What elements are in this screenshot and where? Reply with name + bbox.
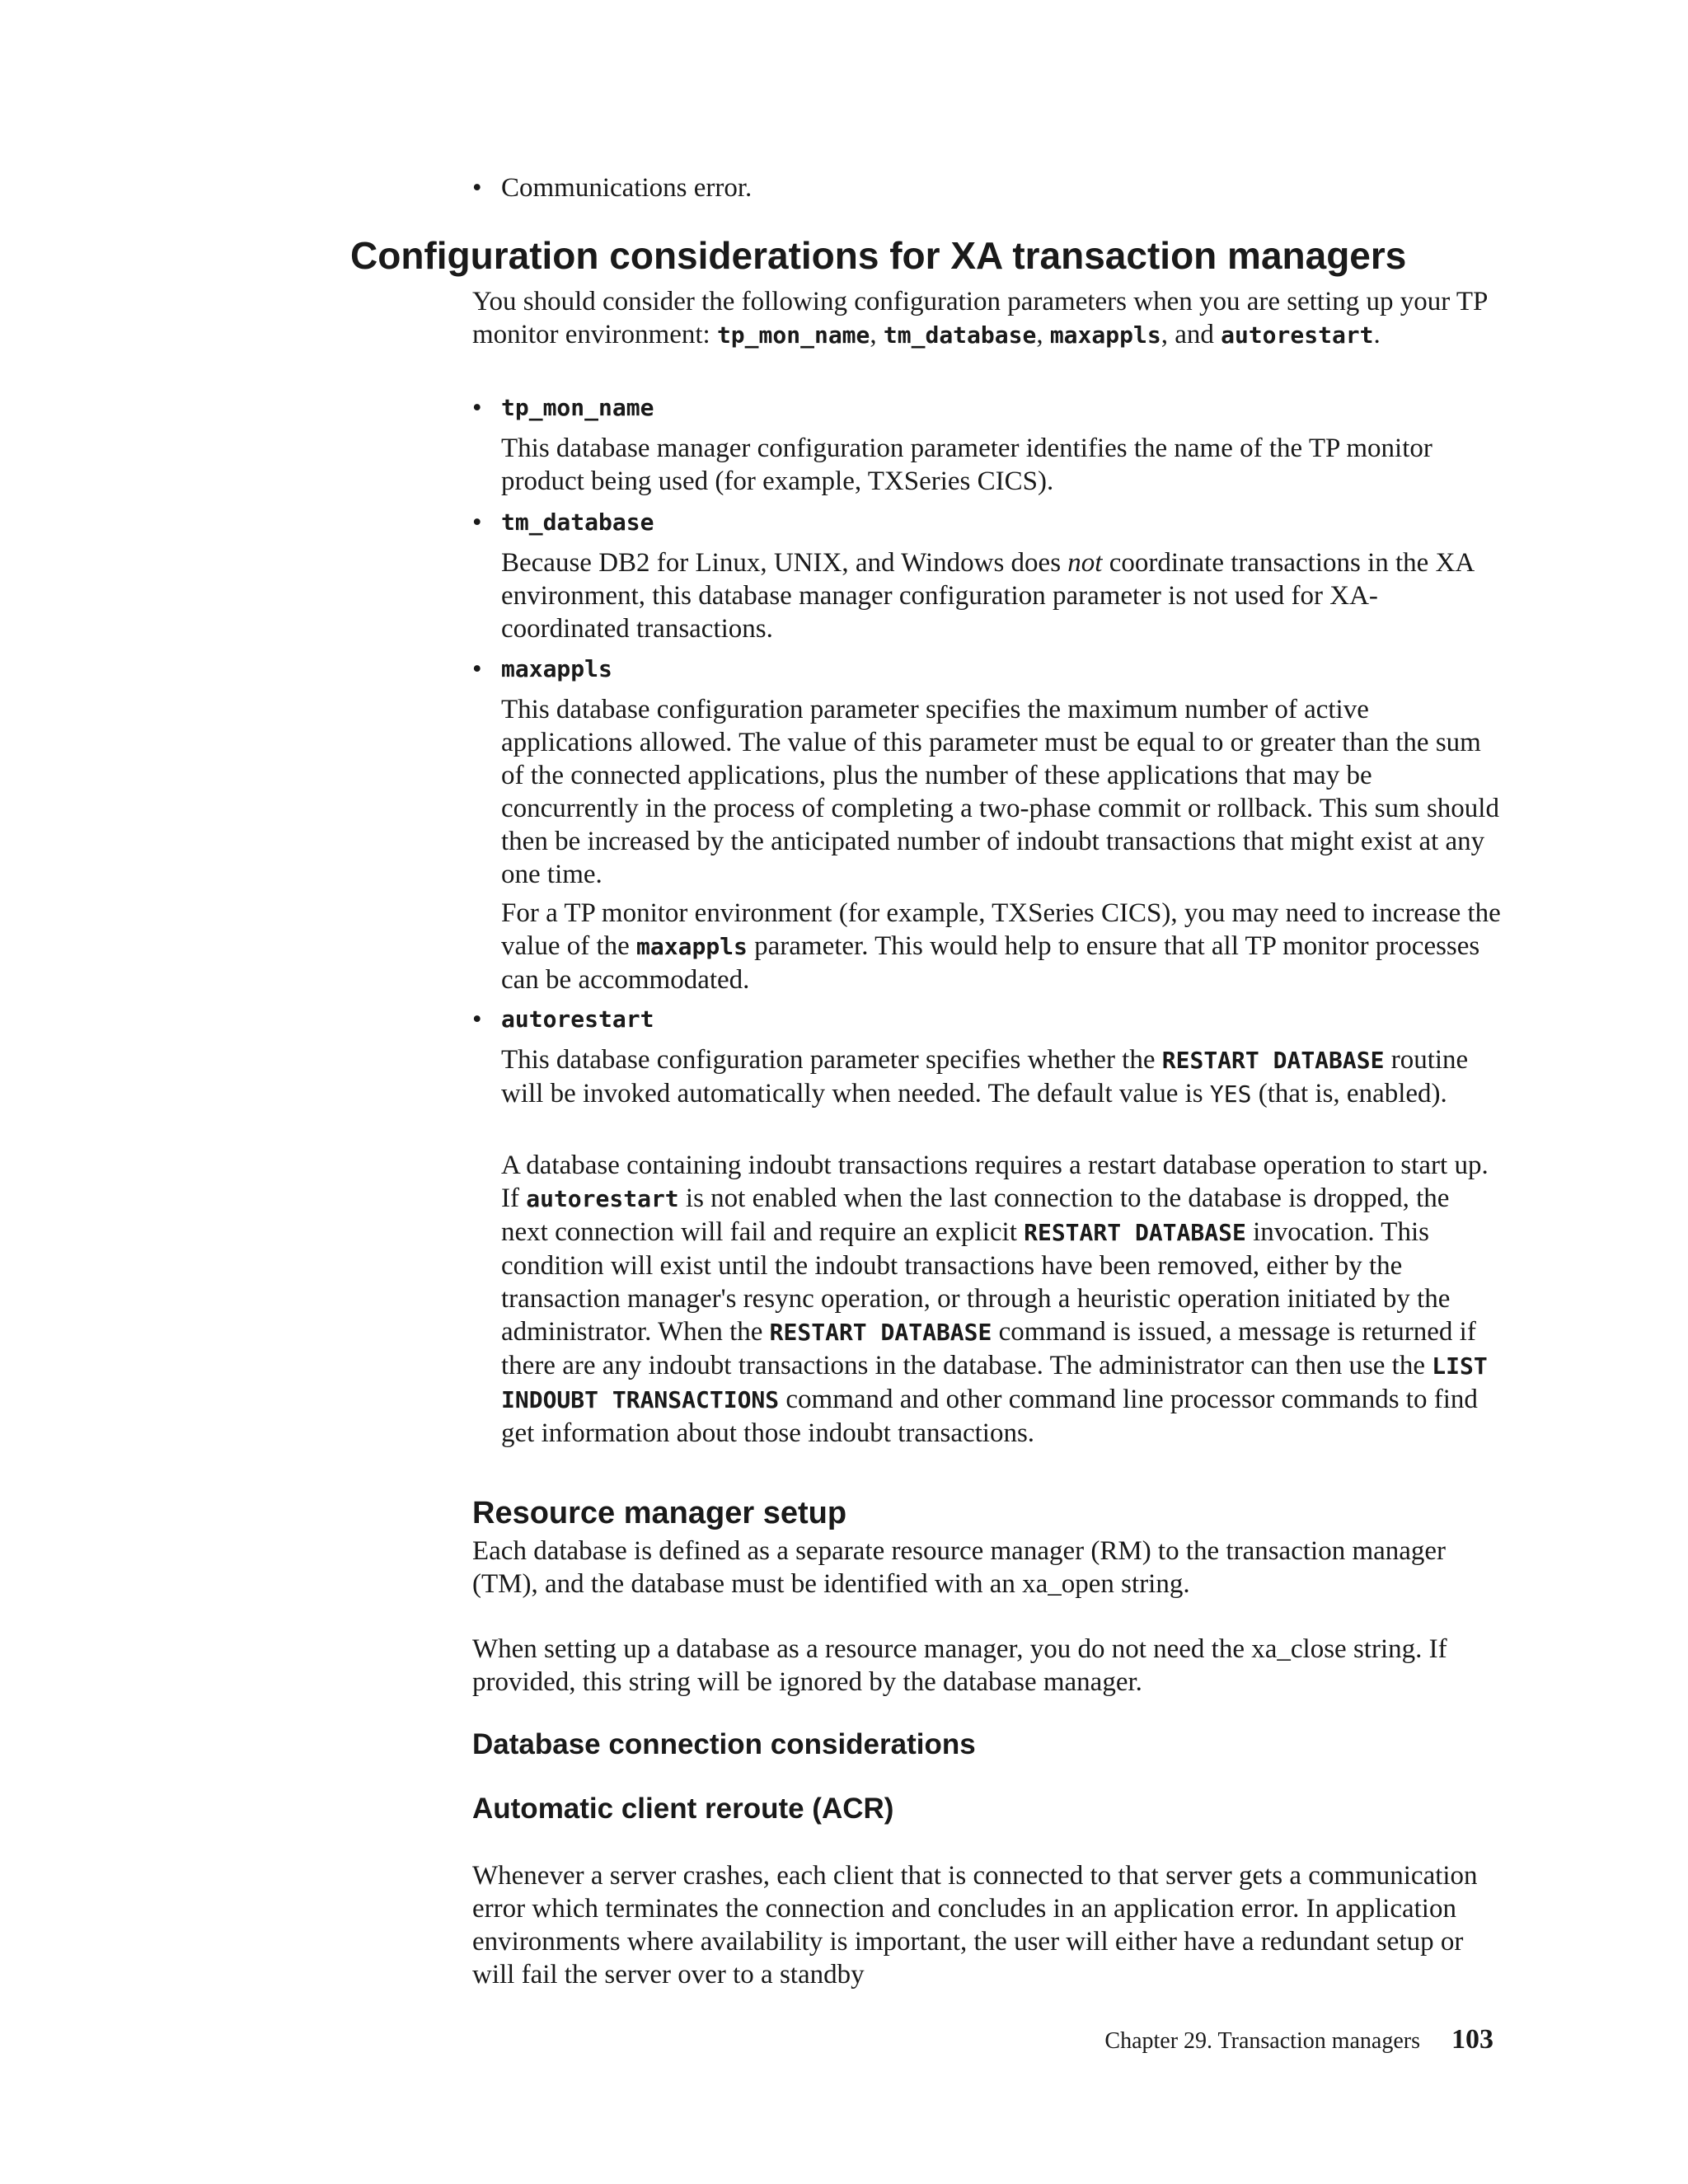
param-tp-mon-name: tp_mon_name [716,321,870,349]
bullet-marker: • [472,393,482,423]
intro-text: You should consider the following configuration parameters when you are setting up your TP monitor environment: [472,287,1488,349]
item-name: autorestart [501,1005,654,1033]
bullet-marker: • [472,654,482,684]
top-bullet-text: Communications error. [501,173,753,203]
text-run: parameter. This would help to ensure that all TP monitor processes can be accommodated. [501,931,1480,995]
command-restart-database: RESTART DATABASE [1161,1047,1385,1074]
param-tm-database: tm_database [883,321,1037,349]
intro-separator: , [1036,320,1050,349]
bullet-marker: • [472,1005,482,1034]
command-list-indoubt-transactions: LIST INDOUBT TRANSACTIONS [501,1352,1488,1413]
value-yes: YES [1209,1080,1252,1108]
text-run: This database configuration parameter specifies whether the [501,1045,1162,1075]
section-title: Configuration considerations for XA transaction managers [350,234,1407,277]
intro-separator: , [870,320,884,349]
command-restart-database: RESTART DATABASE [1024,1219,1246,1246]
item-name: tm_database [501,509,654,536]
text-run: invocation. This condition will exist until the indoubt transactions have been removed, either by the transaction manager's resync operation, or through a heuristic operation initiated by the administrator. When the [501,1217,1451,1347]
page-number: 103 [1451,2024,1493,2055]
param-maxappls: maxappls [636,933,748,960]
resource-manager-title: Resource manager setup [472,1496,847,1530]
db-connection-title: Database connection considerations [472,1728,976,1760]
resource-manager-para2: When setting up a database as a resource manager, you do not need the xa_close string. If provided, this string will be ignored by the database manager. [472,1634,1447,1697]
param-autorestart: autorestart [526,1185,679,1212]
text-run: is not enabled when the last connection to the database is dropped, the next connection will fail and require an explicit [501,1183,1450,1247]
text-run: command and other command line processor commands to find get information about those indoubt transactions. [501,1385,1478,1448]
text-run: routine will be invoked automatically when needed. The default value is [501,1045,1469,1108]
text-run: (that is, enabled). [1251,1079,1447,1108]
item-name: tp_mon_name [501,394,654,421]
tm-database-description [501,546,1503,645]
item-name: maxappls [501,655,612,682]
page-footer [1104,2024,1493,2055]
text-run: coordinate transactions in the XA environment, this database manager configuration parameter is not used for XA-coordinated transactions. [501,548,1474,644]
bullet-marker: • [472,508,482,537]
autorestart-description [501,1043,1503,1111]
footer-chapter: Chapter 29. Transaction managers [1104,2028,1420,2054]
text-run: A database containing indoubt transactions requires a restart database operation to start up. If [501,1151,1489,1213]
emphasis-not: not [1067,548,1103,578]
text-run: command is issued, a message is returned if there are any indoubt transactions in the database. The administrator can then use the [501,1317,1476,1380]
text-run: Because DB2 for Linux, UNIX, and Windows does [501,548,1068,578]
param-autorestart: autorestart [1221,321,1374,349]
maxappls-description: This database configuration parameter specifies the maximum number of active applications allowed. The value of this parameter must be equal to or greater than the sum of the connected applications, plus the number of these applications that may be concurrently in the process of completing a two-phase commit or rollback. This sum should then be increased by the anticipated number of indoubt transactions that might exist at any one time. [501,695,1499,889]
acr-para: Whenever a server crashes, each client that is connected to that server gets a communication error which terminates the connection and concludes in an application error. In application environments where availability is important, the user will either have a redundant setup or will fail the server over to a standby [472,1861,1478,1990]
text-run: For a TP monitor environment (for example, TXSeries CICS), you may need to increase the value of the [501,898,1501,961]
bullet-marker: • [472,173,482,203]
intro-separator: , and [1160,320,1221,349]
resource-manager-para1: Each database is defined as a separate resource manager (RM) to the transaction manager (TM), and the database must be identified with an xa_open string. [472,1536,1447,1599]
intro-end: . [1373,320,1381,349]
param-maxappls: maxappls [1049,321,1161,349]
tp-mon-name-description: This database manager configuration parameter identifies the name of the TP monitor product being used (for example, TXSeries CICS). [501,434,1432,496]
autorestart-details [501,1149,1503,1450]
acr-title: Automatic client reroute (ACR) [472,1793,894,1825]
command-restart-database: RESTART DATABASE [769,1319,992,1346]
section-intro [472,285,1503,352]
maxappls-note [501,897,1503,996]
